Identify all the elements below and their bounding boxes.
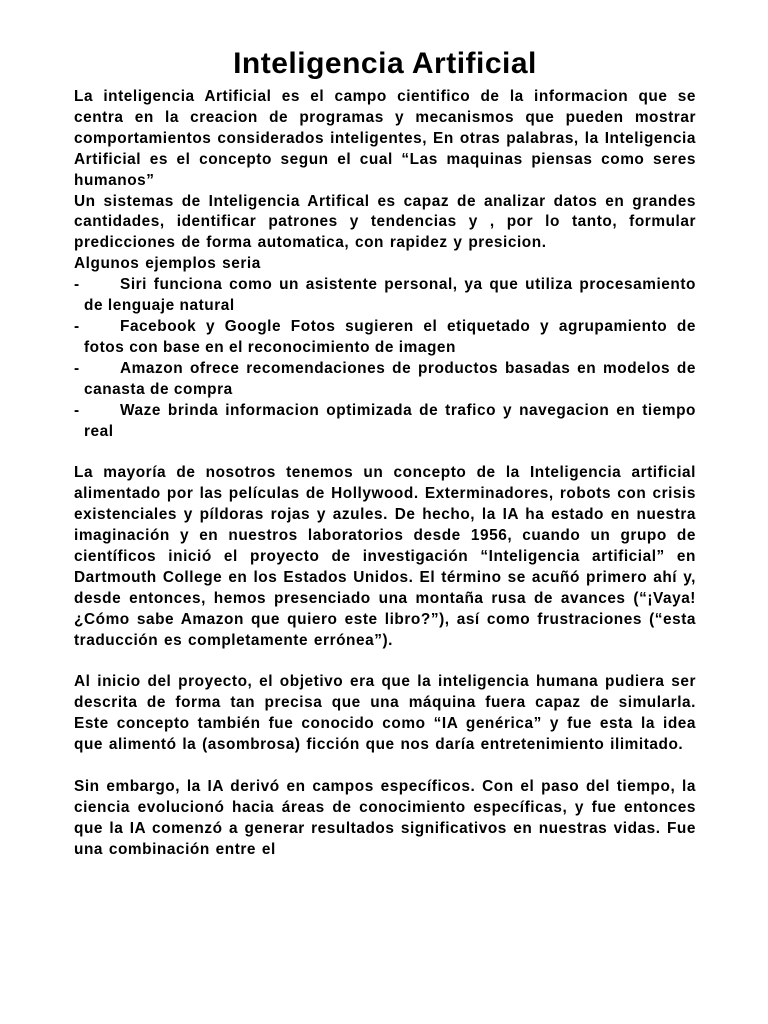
paragraph-spacer <box>74 756 696 777</box>
intro-paragraph-1: La inteligencia Artificial es el campo cientifico de la informacion que se centra en la creacion de programas y mecanismos que pueden mostrar comportamientos considerados inteligentes, En otras palabras, la Inteligencia Artificial es el concepto segun el cual “Las maquinas piensas como seres humanos” <box>74 88 696 189</box>
dash-bullet: - <box>74 276 80 294</box>
examples-list <box>74 275 696 442</box>
list-item <box>74 317 696 359</box>
intro-paragraph-2: Un sistemas de Inteligencia Artifical es capaz de analizar datos en grandes cantidades, identificar patrones y tendencias y , por lo tanto, formular predicciones de forma automatica, con rapidez y presicion. <box>74 192 696 252</box>
document-title: Inteligencia Artificial <box>233 47 537 80</box>
body-paragraph-hollywood: La mayoría de nosotros tenemos un concepto de la Inteligencia artificial alimentado por las películas de Hollywood. Exterminadores, robots con crisis existenciales y píldoras rojas y azules. De hecho, la IA ha estado en nuestra imaginación y en nuestros laboratorios desde 1956, cuando un grupo de científicos inició el proyecto de investigación “Inteligencia artificial” en Dartmouth College en los Estados Unidos. El término se acuñó primero ahí y, desde entonces, hemos presenciado una montaña rusa de avances (“¡Vaya! ¿Cómo sabe Amazon que quiero este libro?”), así como frustraciones (“esta traducción es completamente errónea”). <box>74 464 696 649</box>
list-item-text: Waze brinda informacion optimizada de trafico y navegacion en tiempo real <box>84 401 696 440</box>
body-paragraph-specific-fields: Sin embargo, la IA derivó en campos específicos. Con el paso del tiempo, la ciencia evolucionó hacia áreas de conocimiento específicas, y fue entonces que la IA comenzó a generar resultados significativos en nuestras vidas. Fue una combinación entre el <box>74 777 696 858</box>
dash-bullet: - <box>74 317 80 335</box>
list-item <box>74 359 696 401</box>
dash-bullet: - <box>74 359 80 377</box>
list-item-text: Siri funciona como un asistente personal, ya que utiliza procesamiento de lenguaje natural <box>84 276 696 315</box>
examples-heading: Algunos ejemplos seria <box>74 255 261 273</box>
dash-bullet: - <box>74 401 80 419</box>
list-item-text: Facebook y Google Fotos sugieren el etiquetado y agrupamiento de fotos con base en el reconocimiento de imagen <box>84 317 696 356</box>
paragraph-spacer <box>74 442 696 463</box>
body-paragraph-project-start: Al inicio del proyecto, el objetivo era que la inteligencia humana pudiera ser descrita de forma tan precisa que una máquina fuera capaz de simularla. Este concepto también fue conocido como “IA genérica” y fue esta la idea que alimentó la (asombrosa) ficción que nos daría entretenimiento ilimitado. <box>74 673 696 754</box>
list-item <box>74 275 696 317</box>
paragraph-spacer <box>74 651 696 672</box>
list-item-text: Amazon ofrece recomendaciones de productos basadas en modelos de canasta de compra <box>84 359 696 398</box>
list-item <box>74 401 696 443</box>
